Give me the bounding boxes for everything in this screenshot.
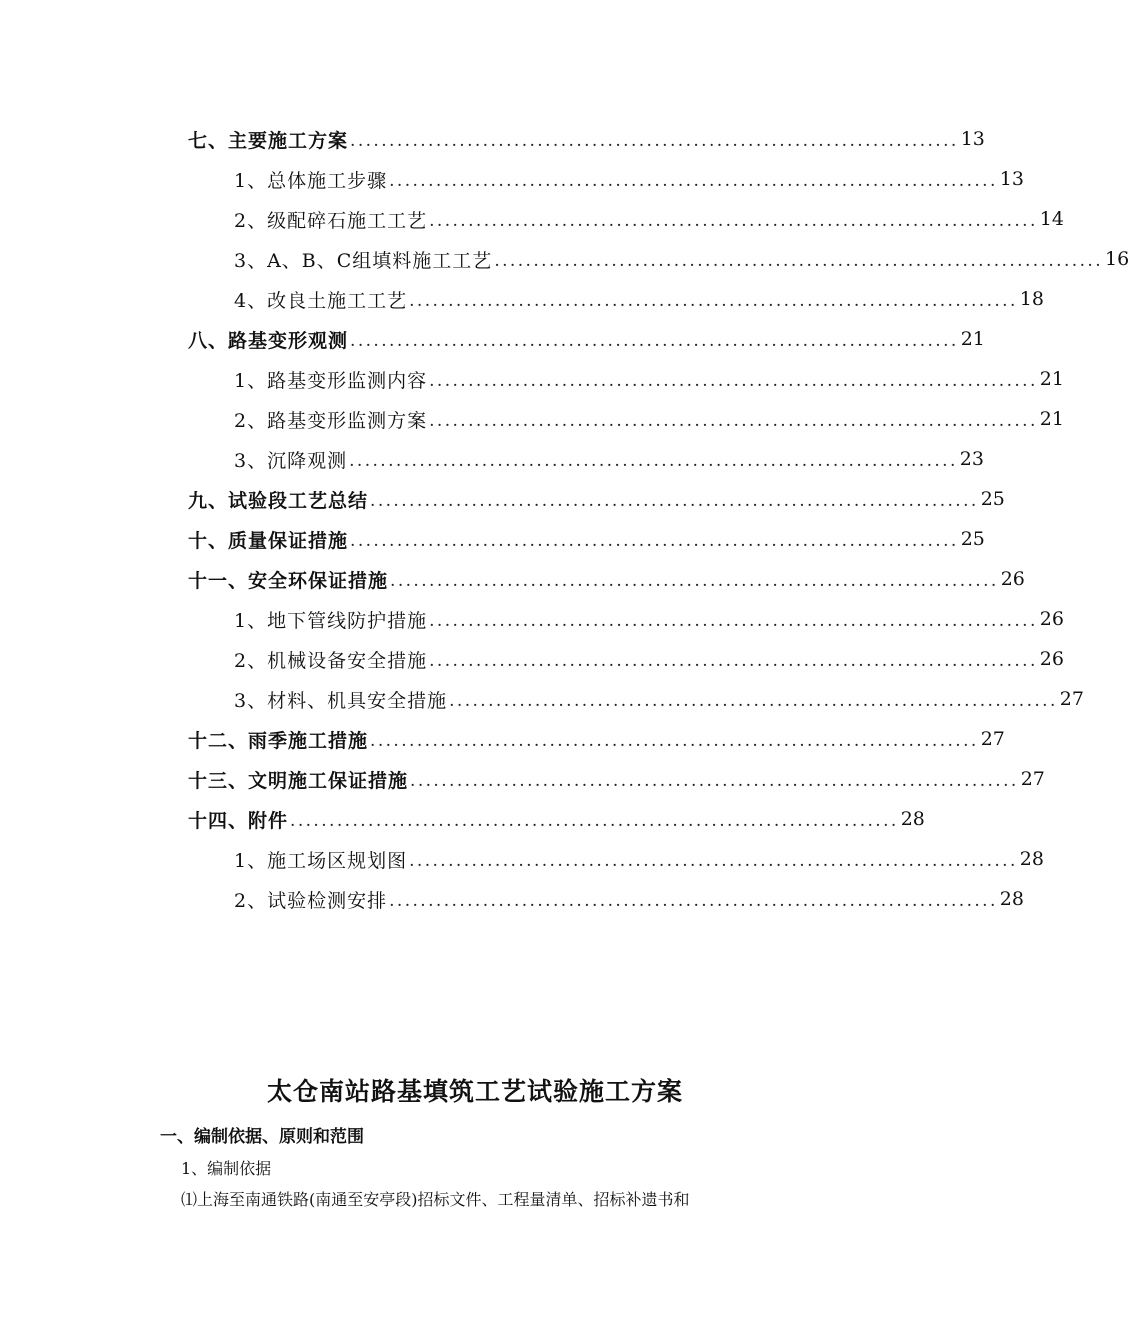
- toc-entry-page-number: 21: [960, 328, 985, 350]
- subsection-heading: 1、编制依据: [181, 1159, 272, 1178]
- toc-leader-dots: ..............................................................................: [409, 851, 1018, 871]
- toc-entry-label: 十一、安全环保证措施: [188, 569, 389, 592]
- toc-entry-section[interactable]: [0, 639, 1064, 679]
- toc-entry-chapter[interactable]: [0, 519, 985, 559]
- toc-leader-dots: ..............................................................................: [350, 531, 959, 551]
- toc-entry-page-number: 25: [960, 528, 985, 550]
- toc-entry-label: 八、路基变形观测: [188, 329, 349, 352]
- toc-entry-section[interactable]: [0, 879, 1024, 919]
- toc-leader-dots: ..............................................................................: [350, 331, 959, 351]
- toc-entry-section[interactable]: [0, 239, 1129, 279]
- toc-entry-page-number: 21: [1039, 368, 1064, 390]
- toc-entry-page-number: 23: [959, 448, 984, 470]
- toc-entry-label: 1、施工场区规划图: [234, 849, 408, 872]
- toc-leader-dots: ..............................................................................: [390, 571, 999, 591]
- toc-leader-dots: ..............................................................................: [429, 211, 1038, 231]
- toc-leader-dots: ..............................................................................: [349, 451, 958, 471]
- toc-entry-page-number: 16: [1105, 248, 1129, 270]
- toc-entry-label: 1、总体施工步骤: [234, 169, 388, 192]
- toc-entry-label: 1、地下管线防护措施: [234, 609, 428, 632]
- toc-entry-page-number: 18: [1019, 288, 1044, 310]
- toc-entry-label: 2、级配碎石施工工艺: [234, 209, 428, 232]
- toc-entry-chapter[interactable]: [0, 799, 950, 839]
- toc-entry-label: 1、路基变形监测内容: [234, 369, 428, 392]
- body-paragraph: ⑴上海至南通铁路(南通至安亭段)招标文件、工程量清单、招标补遗书和: [181, 1190, 690, 1209]
- toc-entry-chapter[interactable]: [0, 479, 1005, 519]
- toc-entry-section[interactable]: [0, 399, 1064, 439]
- toc-entry-page-number: 28: [900, 808, 925, 830]
- toc-entry-page-number: 27: [1020, 768, 1045, 790]
- toc-leader-dots: ..............................................................................: [389, 171, 998, 191]
- toc-leader-dots: ..............................................................................: [389, 891, 998, 911]
- toc-leader-dots: ..............................................................................: [370, 731, 979, 751]
- toc-entry-chapter[interactable]: [0, 119, 985, 159]
- toc-entry-label: 3、A、B、C组填料施工工艺: [234, 249, 493, 272]
- toc-leader-dots: ..............................................................................: [449, 691, 1058, 711]
- toc-entry-page-number: 28: [1019, 848, 1044, 870]
- toc-entry-section[interactable]: [0, 159, 1024, 199]
- toc-entry-chapter[interactable]: [0, 719, 1005, 759]
- toc-entry-page-number: 27: [980, 728, 1005, 750]
- toc-leader-dots: ..............................................................................: [429, 371, 1038, 391]
- toc-entry-label: 九、试验段工艺总结: [188, 489, 369, 512]
- toc-leader-dots: ..............................................................................: [290, 811, 899, 831]
- toc-entry-page-number: 26: [1000, 568, 1025, 590]
- toc-entry-section[interactable]: [0, 439, 984, 479]
- toc-entry-label: 十三、文明施工保证措施: [188, 769, 409, 792]
- toc-entry-page-number: 21: [1039, 408, 1064, 430]
- toc-entry-label: 3、沉降观测: [234, 449, 348, 472]
- toc-entry-page-number: 26: [1039, 608, 1064, 630]
- toc-leader-dots: ..............................................................................: [409, 291, 1018, 311]
- section-heading: 一、编制依据、原则和范围: [160, 1127, 364, 1147]
- toc-entry-label: 2、机械设备安全措施: [234, 649, 428, 672]
- toc-entry-page-number: 28: [999, 888, 1024, 910]
- toc-entry-page-number: 13: [960, 128, 985, 150]
- toc-entry-page-number: 26: [1039, 648, 1064, 670]
- toc-entry-label: 十、质量保证措施: [188, 529, 349, 552]
- toc-entry-page-number: 14: [1039, 208, 1064, 230]
- toc-entry-label: 十四、附件: [188, 809, 289, 832]
- toc-entry-section[interactable]: [0, 359, 1064, 399]
- toc-entry-label: 4、改良土施工工艺: [234, 289, 408, 312]
- toc-entry-section[interactable]: [0, 599, 1064, 639]
- toc-entry-page-number: 27: [1059, 688, 1084, 710]
- toc-entry-chapter[interactable]: [0, 759, 1045, 799]
- document-title: 太仓南站路基填筑工艺试验施工方案: [266, 1077, 683, 1106]
- toc-entry-section[interactable]: [0, 199, 1064, 239]
- toc-entry-page-number: 13: [999, 168, 1024, 190]
- toc-entry-section[interactable]: [0, 279, 1044, 319]
- toc-entry-section[interactable]: [0, 679, 1084, 719]
- toc-entry-label: 2、路基变形监测方案: [234, 409, 428, 432]
- toc-leader-dots: ..............................................................................: [429, 651, 1038, 671]
- toc-entry-chapter[interactable]: [0, 319, 985, 359]
- toc-entry-section[interactable]: [0, 839, 1044, 879]
- toc-leader-dots: ..............................................................................: [410, 771, 1019, 791]
- toc-entry-label: 3、材料、机具安全措施: [234, 689, 448, 712]
- toc-leader-dots: ..............................................................................: [494, 251, 1104, 271]
- toc-entry-label: 十二、雨季施工措施: [188, 729, 369, 752]
- toc-entry-page-number: 25: [980, 488, 1005, 510]
- toc-entry-label: 七、主要施工方案: [188, 129, 349, 152]
- toc-leader-dots: ..............................................................................: [429, 411, 1038, 431]
- toc-entry-label: 2、试验检测安排: [234, 889, 388, 912]
- toc-leader-dots: ..............................................................................: [429, 611, 1038, 631]
- toc-leader-dots: ..............................................................................: [350, 131, 959, 151]
- toc-leader-dots: ..............................................................................: [370, 491, 979, 511]
- table-of-contents: [0, 119, 1129, 919]
- toc-entry-chapter[interactable]: [0, 559, 1025, 599]
